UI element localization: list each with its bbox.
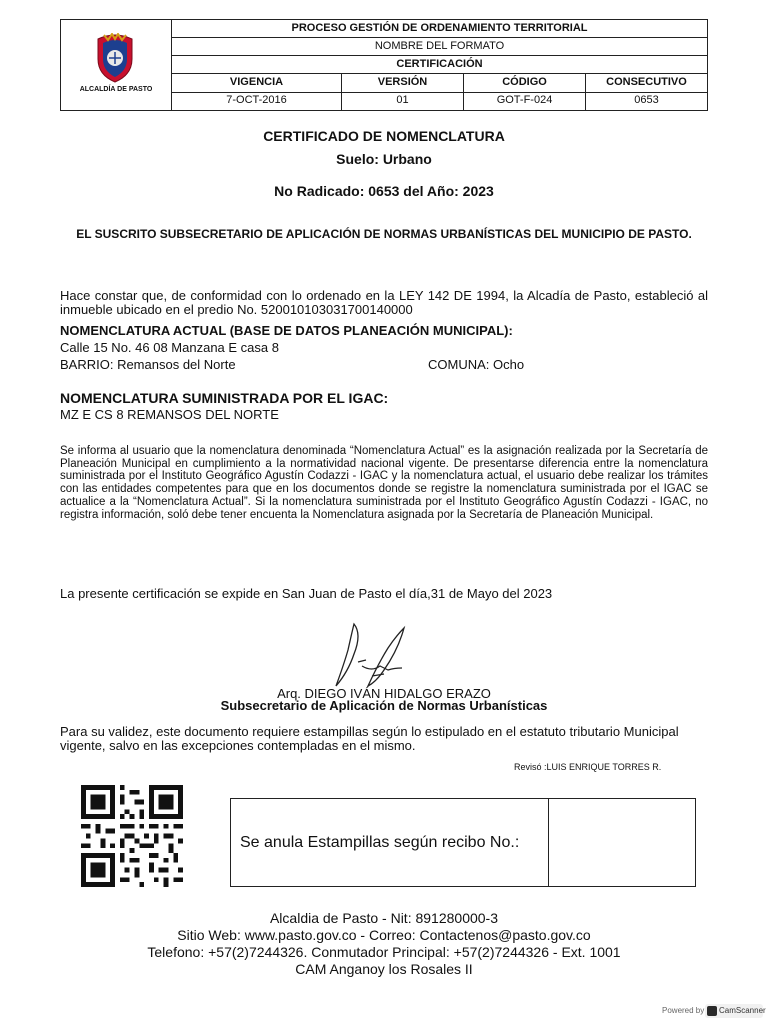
municipal-shield-icon <box>94 33 136 83</box>
footer-line-nit: Alcaldia de Pasto - Nit: 891280000-3 <box>269 910 499 926</box>
receipt-number-field[interactable] <box>549 799 695 886</box>
logo-caption: ALCALDÍA DE PASTO <box>79 86 153 93</box>
signer-name: Arq. DIEGO IVÁN HIDALGO ERAZO <box>277 686 491 701</box>
issued-statement: La presente certificación se expide en San Juan de Pasto el día,31 de Mayo del 2023 <box>60 586 553 601</box>
col-codigo: CÓDIGO <box>464 74 586 92</box>
watermark-badge <box>705 1004 766 1018</box>
comuna-value: COMUNA: Ocho <box>428 357 525 372</box>
barrio-value: BARRIO: Remansos del Norte <box>60 357 236 372</box>
footer-line-phone: Telefono: +57(2)7244326. Conmutador Principal: +57(2)7244326 - Ext. 1001 <box>147 944 621 960</box>
validity-paragraph: Para su validez, este documento requiere estampillas según lo estipulado en el estatuto tributario Municipal vigente, salvo en las excepciones contempladas en el mismo. <box>60 724 679 753</box>
signatory-heading: EL SUSCRITO SUBSECRETARIO DE APLICACIÓN DE NORMAS URBANÍSTICAS DEL MUNICIPIO DE PASTO. <box>76 227 692 241</box>
qr-code-icon <box>81 785 183 887</box>
notice-paragraph: Se informa al usuario que la nomenclatura denominada “Nomenclatura Actual” es la asignación realizada por la Secretaría de Planeación Municipal en cumplimiento a la normatividad nacional vigente. De presentarse diferencia entre la nomenclatura suministrada por el Instituto Geográfico Agustín Codazzi - IGAC y la nomenclatura actual, el usuario debe realizar los trámites con las entidades competentes para que en los documentos donde se registre la nomenclatura suministrada por el IGAC se actualice a la “Nomenclatura Actual”. Si la nomenclatura suministrada por el Instituto Geográfico Agustín Codazzi - IGAC, no registra información, soló debe tener encuenta la Nomenclatura asignada por la Secretaría de Planeación Municipal. <box>60 445 708 521</box>
document-subtitle: Suelo: Urbano <box>336 151 432 167</box>
igac-value: MZ E CS 8 REMANSOS DEL NORTE <box>60 407 279 422</box>
footer-line-web: Sitio Web: www.pasto.gov.co - Correo: Contactenos@pasto.gov.co <box>177 927 591 943</box>
logo-cell <box>61 20 172 110</box>
col-vigencia: VIGENCIA <box>172 74 342 92</box>
signature-icon <box>318 620 418 692</box>
reviewed-by: Revisó :LUIS ENRIQUE TORRES R. <box>514 762 662 772</box>
col-version: VERSIÓN <box>342 74 464 92</box>
document-title: CERTIFICADO DE NOMENCLATURA <box>263 128 505 144</box>
watermark-powered: Powered by <box>662 1006 705 1015</box>
nomenclatura-actual-heading: NOMENCLATURA ACTUAL (BASE DE DATOS PLANEACIÓN MUNICIPAL): <box>60 323 513 338</box>
intro-paragraph: Hace constar que, de conformidad con lo ordenado en la LEY 142 DE 1994, la Alcadía de Pasto, estableció al inmueble ubicado en el predio No. 520010103031700140000 <box>60 288 708 317</box>
stamp-label-cell <box>231 799 549 886</box>
stamp-box <box>230 798 696 887</box>
camscanner-icon <box>707 1006 717 1016</box>
val-codigo: GOT-F-024 <box>464 92 586 110</box>
process-row: PROCESO GESTIÓN DE ORDENAMIENTO TERRITORIAL <box>172 20 707 38</box>
footer <box>0 910 768 978</box>
val-version: 01 <box>342 92 464 110</box>
radicado-number: No Radicado: 0653 del Año: 2023 <box>274 183 494 199</box>
signer-title: Subsecretario de Aplicación de Normas Urbanísticas <box>220 698 548 713</box>
watermark-brand: CamScanner <box>719 1006 766 1015</box>
footer-line-address: CAM Anganoy los Rosales II <box>295 961 473 977</box>
values-row <box>172 92 707 110</box>
col-consecutivo: CONSECUTIVO <box>606 76 687 88</box>
header-table <box>60 19 708 111</box>
format-row: CERTIFICACIÓN <box>172 56 707 74</box>
columns-row <box>172 74 707 93</box>
format-name-row: NOMBRE DEL FORMATO <box>172 38 707 56</box>
val-consecutivo: 0653 <box>634 94 659 106</box>
current-address: Calle 15 No. 46 08 Manzana E casa 8 <box>60 340 279 355</box>
stamp-label: Se anula Estampillas según recibo No.: <box>240 834 520 851</box>
nomenclatura-igac-heading: NOMENCLATURA SUMINISTRADA POR EL IGAC: <box>60 390 389 406</box>
val-vigencia: 7-OCT-2016 <box>172 92 342 110</box>
